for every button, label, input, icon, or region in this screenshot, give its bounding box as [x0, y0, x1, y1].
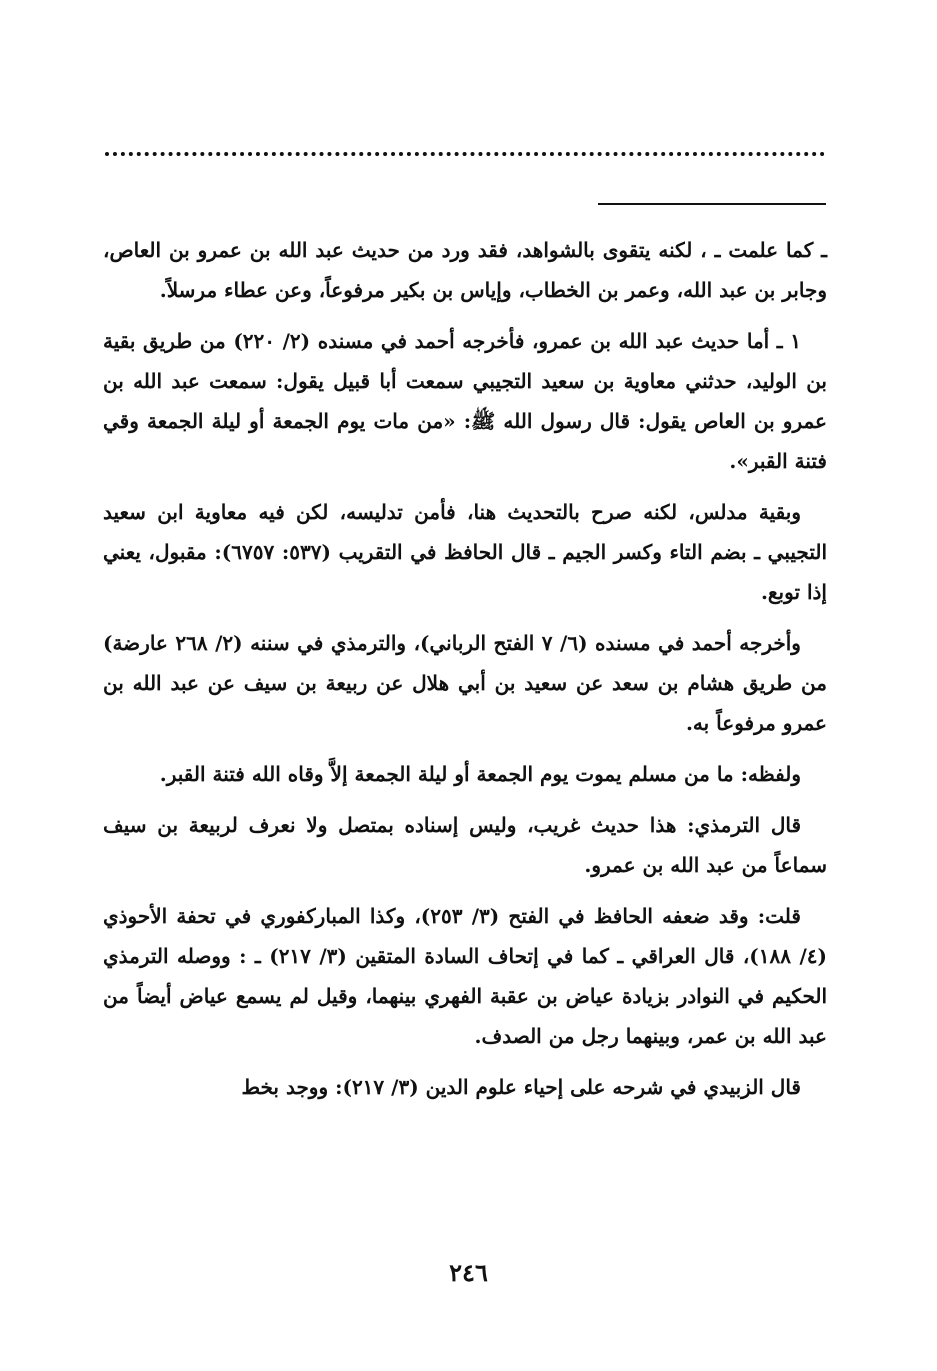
paragraph-1: ـ كما علمت ـ ، لكنه يتقوى بالشواهد، فقد ورد من حديث عبد الله بن عمرو بن العاص، وجابر بن عبد الله، وعمر بن الخطاب، وإياس بن بكير مرفوعاً، وعن عطاء مرسلاً.: [103, 238, 827, 302]
paragraph-2: ١ ـ أما حديث عبد الله بن عمرو، فأخرجه أحمد في مسنده (٢/ ٢٢٠) من طريق بقية بن الوليد، حدثني معاوية بن سعيد التجيبي سمعت أبا قبيل يقول: سمعت عبد الله بن عمرو بن العاص يقول: قال رسول الله ﷺ: «من مات يوم الجمعة أو ليلة الجمعة وقي فتنة القبر».: [103, 329, 827, 473]
page-number: ٢٤٦: [449, 1258, 488, 1287]
paragraph-7: قلت: وقد ضعفه الحافظ في الفتح (٣/ ٢٥٣)، وكذا المباركفوري في تحفة الأحوذي (٤/ ١٨٨)، قال العراقي ـ كما في إتحاف السادة المتقين (٣/ ٢١٧) ـ : ووصله الترمذي الحكيم في النوادر بزيادة عياض بن عقبة الفهري بينهما، وقيل لم يسمع عياض أيضاً من عبد الله بن عمر، وبينهما رجل من الصدف.: [103, 904, 827, 1048]
footnote-rule: [598, 203, 826, 205]
footnote-text: [103, 230, 827, 1118]
paragraph-8: قال الزبيدي في شرحه على إحياء علوم الدين (٣/ ٢١٧): ووجد بخط: [241, 1075, 801, 1099]
paragraph-4: وأخرجه أحمد في مسنده (٦/ ٧ الفتح الرباني)، والترمذي في سننه (٢/ ٢٦٨ عارضة) من طريق هشام بن سعد عن سعيد بن أبي هلال عن ربيعة بن سيف عن عبد الله بن عمرو مرفوعاً به.: [103, 631, 827, 735]
paragraph-6: قال الترمذي: هذا حديث غريب، وليس إسناده بمتصل ولا نعرف لربيعة بن سيف سماعاً من عبد الله بن عمرو.: [103, 813, 827, 877]
dotted-divider: [105, 152, 825, 156]
paragraph-3: وبقية مدلس، لكنه صرح بالتحديث هنا، فأمن تدليسه، لكن فيه معاوية ابن سعيد التجيبي ـ بضم التاء وكسر الجيم ـ قال الحافظ في التقريب (٥٣٧: ٦٧٥٧): مقبول، يعني إذا توبع.: [103, 500, 828, 604]
paragraph-5: ولفظه: ما من مسلم يموت يوم الجمعة أو ليلة الجمعة إلاَّ وقاه الله فتنة القبر.: [159, 762, 801, 786]
